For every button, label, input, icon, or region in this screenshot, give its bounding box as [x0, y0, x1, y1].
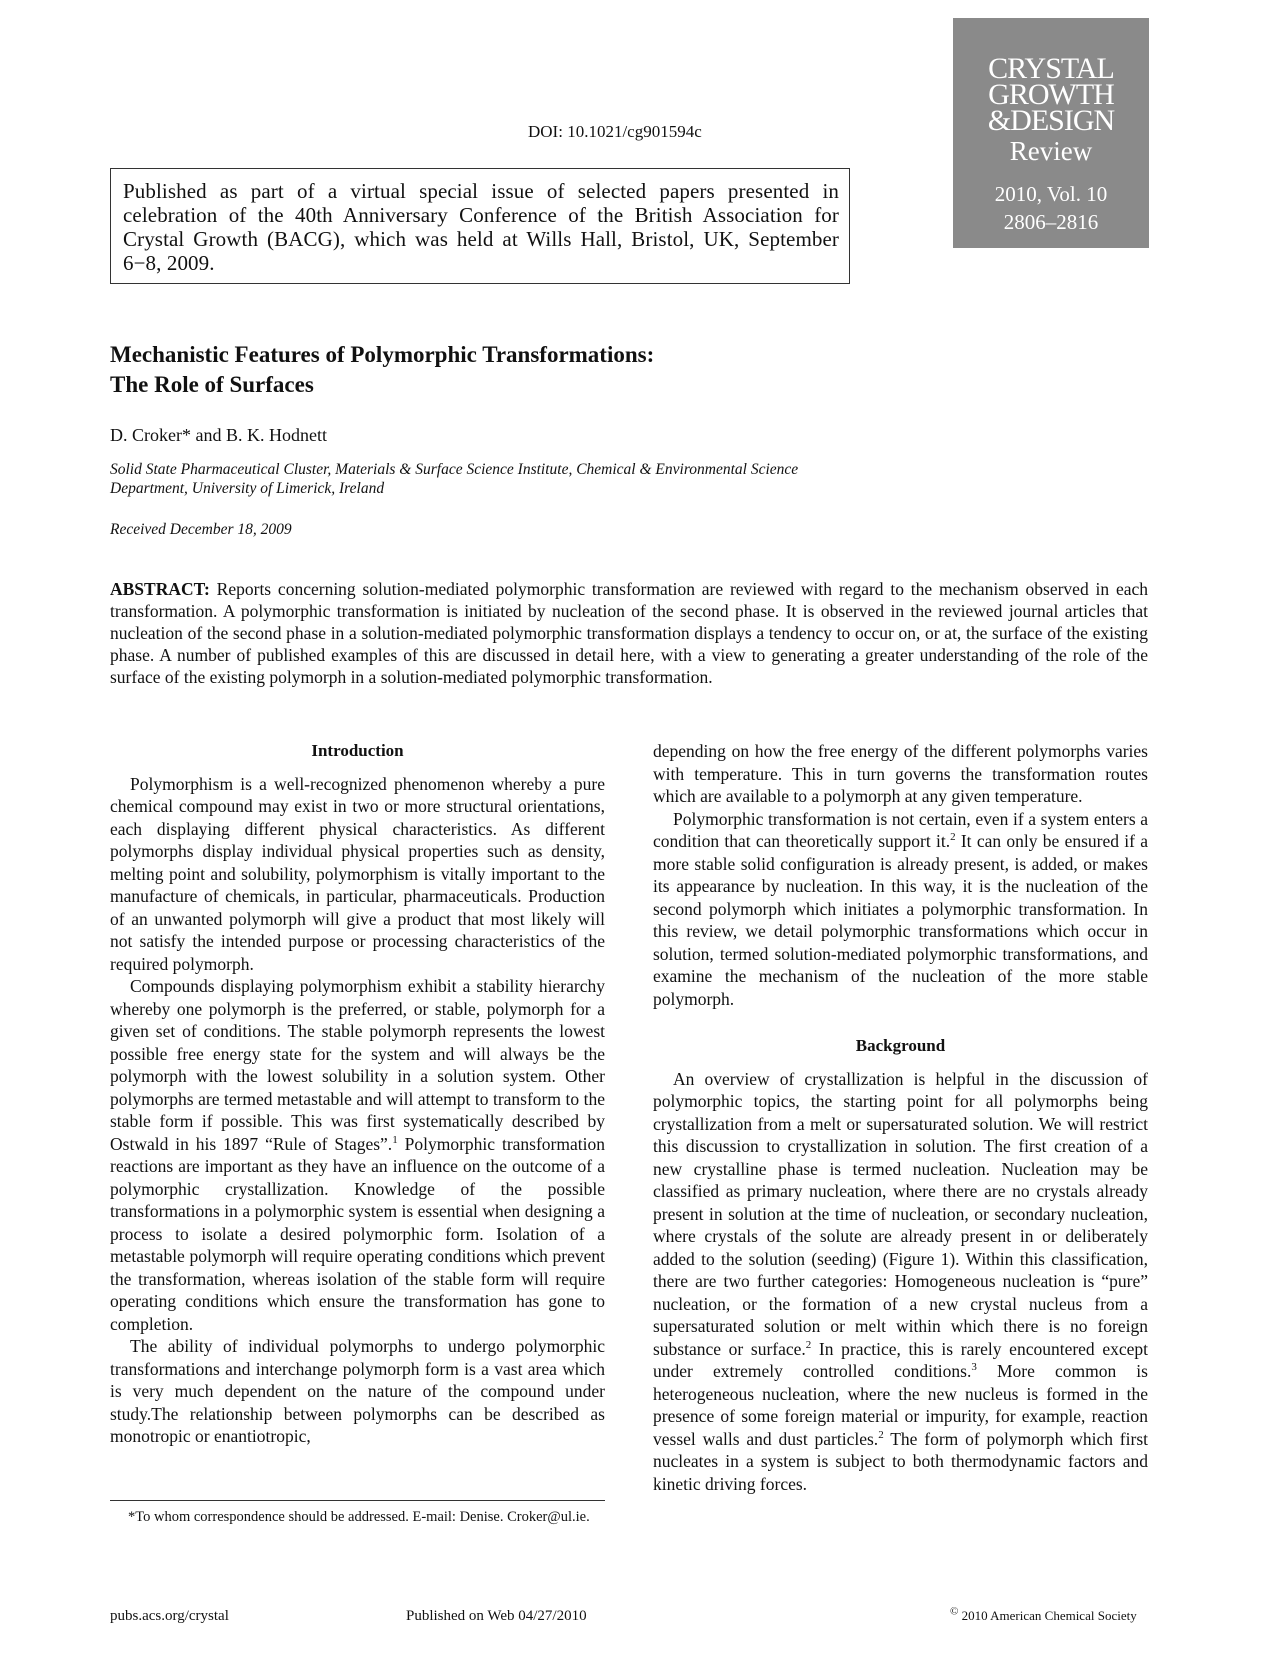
abstract-label: ABSTRACT: — [110, 579, 210, 599]
citation-ref: 3 — [971, 1361, 977, 1374]
abstract — [110, 578, 1148, 688]
paragraph — [110, 975, 605, 1335]
notice-text: Published as part of a virtual special issue of selected papers presented in celebration of the 40th Anniversary Conference of the British Association for Crystal Growth (BACG), which was held at Wills Hall, Bristol, UK, September 6−8, 2009. — [123, 179, 839, 275]
journal-name-line2: GROWTH — [988, 78, 1114, 111]
paragraph-text: In practice, this is rarely encountered except under extremely controlled conditions. — [653, 1338, 1148, 1381]
footer-journal-url[interactable]: pubs.acs.org/crystal — [110, 1608, 229, 1624]
journal-name-line3: &DESIGN — [987, 104, 1115, 137]
page-range: 2806–2816 — [1003, 210, 1099, 234]
received-date: Received December 18, 2009 — [110, 521, 292, 538]
footnote-divider — [110, 1500, 605, 1501]
citation-ref: 1 — [392, 1133, 398, 1146]
journal-logo-box — [953, 18, 1149, 248]
footer-copyright — [950, 1605, 1137, 1624]
paragraph-text: Polymorphic transformation is not certain, even if a system enters a condition that can theoretically support it. — [653, 808, 1148, 851]
copyright-icon: © — [950, 1605, 959, 1618]
paragraph-text: An overview of crystallization is helpful in the discussion of polymorphic topics, the starting point for all polymorphs being crystallization from a melt or supersaturated solution. We will restrict this discussion to crystallization in solution. The first creation of a new crystalline phase is termed nucleation. Nucleation may be classified as primary nucleation, where there are no crystals already present in solution at the time of nucleation, or secondary nucleation, where crystals of the solute are already present in or deliberately added to the solution (seeding) (Figure 1). Within this classification, there are two further categories: Homogeneous nucleation is “pure” nucleation, or the formation of a new crystal nucleus from a supersaturated solution or melt within which there is no foreign substance or surface. — [653, 1068, 1148, 1359]
authors: D. Croker* and B. K. Hodnett — [110, 425, 327, 445]
paragraph: The ability of individual polymorphs to undergo polymorphic transformations and interchange polymorph form is a vast area which is very much dependent on the nature of the compound under study.The relationship between polymorphs can be described as monotropic or enantiotropic, — [110, 1336, 605, 1446]
paragraph: depending on how the free energy of the different polymorphs varies with temperature. This in turn governs the transformation routes which are available to a polymorph at any given temperature. — [653, 741, 1148, 806]
paragraph-text: More common is heterogeneous nucleation, where the new nucleus is formed in the presence of some foreign material or impurity, for example, reaction vessel walls and dust particles. — [653, 1361, 1148, 1449]
paragraph — [653, 1068, 1148, 1496]
title-line2: The Role of Surfaces — [110, 372, 314, 397]
affiliation: Solid State Pharmaceutical Cluster, Materials & Surface Science Institute, Chemical & Environmental Science Department, University of Limerick, Ireland — [110, 461, 799, 497]
abstract-text: Reports concerning solution-mediated polymorphic transformation are reviewed with regard to the mechanism observed in each transformation. A polymorphic transformation is initiated by nucleation of the second phase. It is observed in the reviewed journal articles that nucleation of the second phase in a solution-mediated polymorphic transformation displays a tendency to occur on, or at, the surface of the existing phase. A number of published examples of this are discussed in detail here, with a view to generating a greater understanding of the role of the surface of the existing polymorph in a solution-mediated polymorphic transformation. — [110, 579, 1148, 687]
paragraph: Polymorphism is a well-recognized phenomenon whereby a pure chemical compound may exist in two or more structural orientations, each displaying different physical characteristics. As different polymorphs display individual physical properties such as density, melting point and solubility, polymorphism is vitally important to the manufacture of chemicals, in particular, pharmaceuticals. Production of an unwanted polymorph will give a product that most likely will not satisfy the intended purpose or processing characteristics of the required polymorph. — [110, 773, 605, 974]
footnote: *To whom correspondence should be addressed. E-mail: Denise. Croker@ul.ie. — [128, 1509, 590, 1525]
paragraph-text: It can only be ensured if a more stable solid configuration is already present, is added, or makes its appearance by nucleation. In this way, it is the nucleation of the second polymorph which initiates a polymorphic transformation. In this review, we detail polymorphic transformations which occur in solution, termed solution-mediated polymorphic transformations, and examine the mechanism of the nucleation of the more stable polymorph. — [653, 831, 1149, 1009]
paragraph-text: Polymorphic transformation reactions are important as they have an influence on the outcome of a polymorphic crystallization. Knowledge of the possible transformations in a polymorphic system is essential when designing a process to isolate a desired polymorphic form. Isolation of a metastable polymorph will require operating conditions which prevent the transformation, whereas isolation of the stable form will require operating conditions which ensure the transformation has gone to completion. — [110, 1133, 605, 1334]
paragraph — [653, 808, 1148, 1011]
citation-ref: 2 — [950, 831, 956, 844]
paragraph-text: Compounds displaying polymorphism exhibit a stability hierarchy whereby one polymorph is the preferred, or stable, polymorph for a given set of conditions. The stable polymorph represents the lowest possible free energy state for the system and will always be the polymorph with the lowest solubility in a solution system. Other polymorphs are termed metastable and will attempt to transform to the stable form if possible. This was first systematically described by Ostwald in his 1897 “Rule of Stages”. — [110, 976, 605, 1154]
left-column — [110, 740, 605, 1448]
section-heading-introduction: Introduction — [311, 741, 404, 760]
title-line1: Mechanistic Features of Polymorphic Transformations: — [110, 342, 655, 367]
copyright-text: 2010 American Chemical Society — [958, 1608, 1137, 1623]
article-title — [110, 340, 654, 400]
doi: DOI: 10.1021/cg901594c — [528, 122, 702, 141]
year-volume: 2010, Vol. 10 — [994, 182, 1108, 206]
footer-publication-date: Published on Web 04/27/2010 — [406, 1608, 587, 1624]
paragraph-text: The form of polymorph which first nucleates in a system is subject to both thermodynamic factors and kinetic driving forces. — [653, 1428, 1148, 1494]
special-issue-notice — [110, 168, 850, 284]
citation-ref: 2 — [805, 1338, 812, 1351]
journal-name-line1: CRYSTAL — [988, 52, 1114, 85]
right-column — [653, 740, 1148, 1495]
section-heading-background: Background — [855, 1036, 946, 1055]
citation-ref: 2 — [878, 1428, 884, 1441]
article-type: Review — [1009, 136, 1093, 166]
